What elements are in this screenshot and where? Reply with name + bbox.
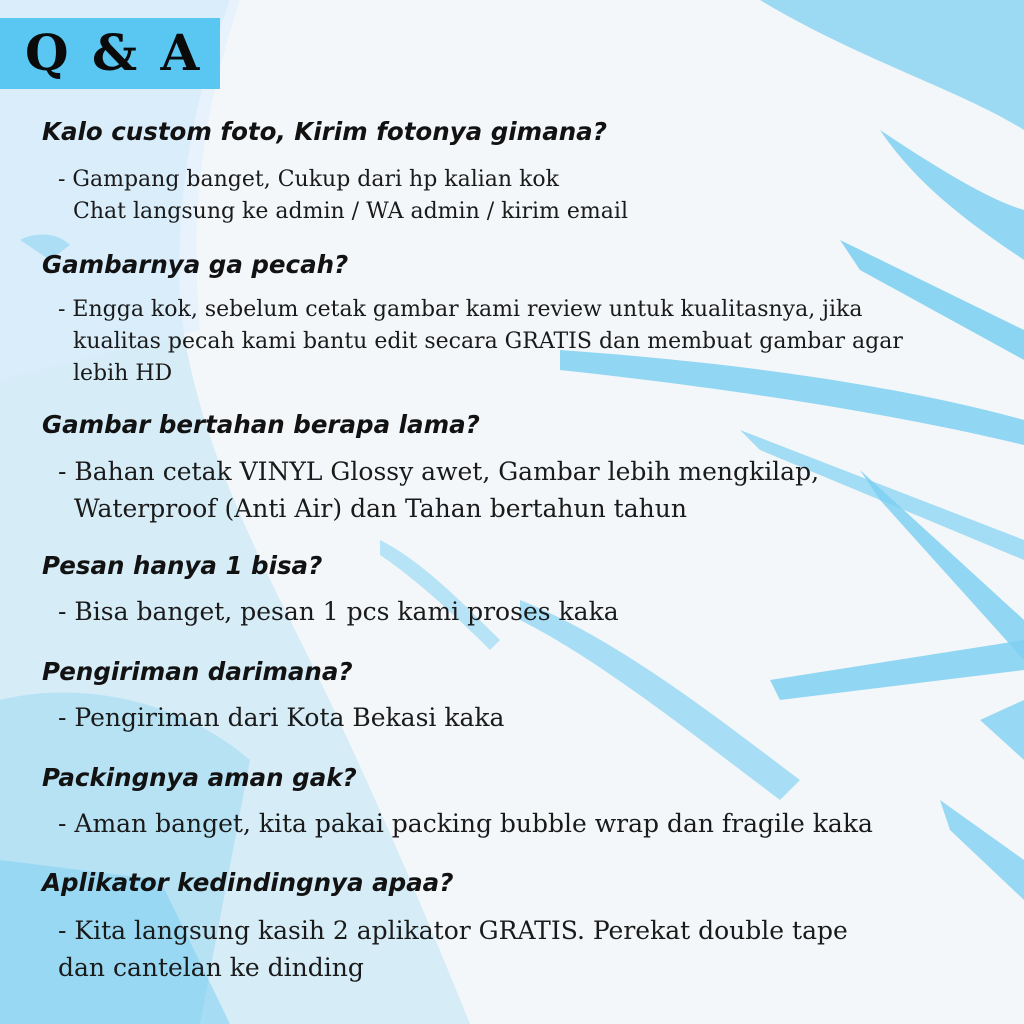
- faq-answer-line: - Kita langsung kasih 2 aplikator GRATIS. Perekat double tape: [58, 916, 848, 945]
- faq-question: Gambarnya ga pecah?: [42, 250, 349, 279]
- faq-question: Pengiriman darimana?: [42, 657, 353, 686]
- faq-answer: [58, 593, 619, 630]
- faq-answer: [58, 164, 628, 228]
- faq-answer-line: Waterproof (Anti Air) dan Tahan bertahun tahun: [74, 494, 687, 523]
- faq-answer-line: Chat langsung ke admin / WA admin / kirim email: [73, 199, 628, 224]
- faq-answer: [58, 699, 504, 736]
- faq-answer: [58, 294, 903, 390]
- faq-answer-line: - Gampang banget, Cukup dari hp kalian kok: [58, 167, 559, 192]
- faq-question: Aplikator kedindingnya apaa?: [42, 868, 454, 897]
- faq-answer: [58, 912, 848, 986]
- page-title: Q & A: [25, 23, 203, 82]
- faq-answer-line: kualitas pecah kami bantu edit secara GRATIS dan membuat gambar agar: [73, 329, 903, 354]
- faq-answer-line: - Engga kok, sebelum cetak gambar kami review untuk kualitasnya, jika: [58, 297, 863, 322]
- faq-question: Pesan hanya 1 bisa?: [42, 551, 323, 580]
- faq-answer-line: - Aman banget, kita pakai packing bubble wrap dan fragile kaka: [58, 809, 873, 838]
- faq-question: Kalo custom foto, Kirim fotonya gimana?: [42, 117, 607, 146]
- faq-answer-line: dan cantelan ke dinding: [58, 953, 364, 982]
- faq-answer: [58, 453, 819, 527]
- faq-answer-line: - Bahan cetak VINYL Glossy awet, Gambar lebih mengkilap,: [58, 457, 820, 486]
- faq-question: Packingnya aman gak?: [42, 763, 357, 792]
- faq-answer-line: - Pengiriman dari Kota Bekasi kaka: [58, 703, 505, 732]
- faq-question: Gambar bertahan berapa lama?: [42, 410, 480, 439]
- faq-answer-line: - Bisa banget, pesan 1 pcs kami proses kaka: [58, 597, 619, 626]
- faq-answer: [58, 805, 873, 842]
- faq-answer-line: lebih HD: [73, 361, 173, 386]
